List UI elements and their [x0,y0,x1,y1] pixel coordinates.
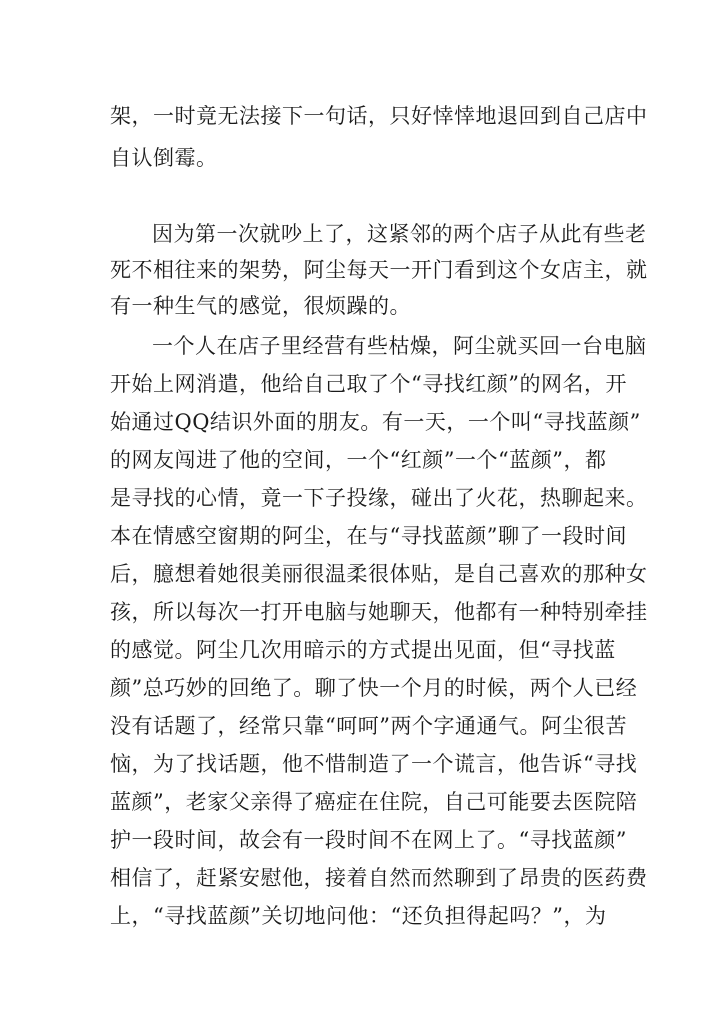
text-line: 架，一时竟无法接下一句话，只好悻悻地退回到自己店中 [110,104,648,128]
text-line: 上，“寻找蓝颜”关切地问他：“还负担得起吗？”，为 [110,904,607,928]
text-line: 自认倒霉。 [110,146,218,170]
text-line: 没有话题了，经常只靠“呵呵”两个字通通气。阿尘很苦 [110,714,627,738]
text-line: 恼，为了找话题，他不惜制造了一个谎言，他告诉“寻找 [110,752,638,776]
text-line: 有一种生气的感觉，很烦躁的。 [110,294,411,318]
text-line: 死不相往来的架势，阿尘每天一开门看到这个女店主，就 [110,258,648,282]
text-line: 的感觉。阿尘几次用暗示的方式提出见面，但“寻找蓝 [110,638,616,662]
text-line: 颜”总巧妙的回绝了。聊了快一个月的时候，两个人已经 [110,676,638,700]
text-line: 是寻找的心情，竟一下子投缘，碰出了火花，热聊起来。 [110,486,648,510]
text-line: 一个人在店子里经营有些枯燥，阿尘就买回一台电脑 [152,334,647,358]
text-line: 始通过QQ结识外面的朋友。有一天，一个叫“寻找蓝颜” [110,410,641,434]
text-line: 后，臆想着她很美丽很温柔很体贴，是自己喜欢的那种女 [110,562,648,586]
text-line: 开始上网消遣，他给自己取了个“寻找红颜”的网名，开 [110,372,627,396]
text-line: 相信了，赶紧安慰他，接着自然而然聊到了昂贵的医药费 [110,866,648,890]
text-line: 本在情感空窗期的阿尘，在与“寻找蓝颜”聊了一段时间 [110,524,627,548]
text-line: 的网友闯进了他的空间，一个“红颜”一个“蓝颜”，都 [110,448,607,472]
text-line: 因为第一次就吵上了，这紧邻的两个店子从此有些老 [152,222,647,246]
text-line: 孩，所以每次一打开电脑与她聊天，他都有一种特别牵挂 [110,600,648,624]
text-line: 蓝颜”，老家父亲得了癌症在住院，自己可能要去医院陪 [110,790,638,814]
text-line: 护一段时间，故会有一段时间不在网上了。“寻找蓝颜” [110,828,627,852]
